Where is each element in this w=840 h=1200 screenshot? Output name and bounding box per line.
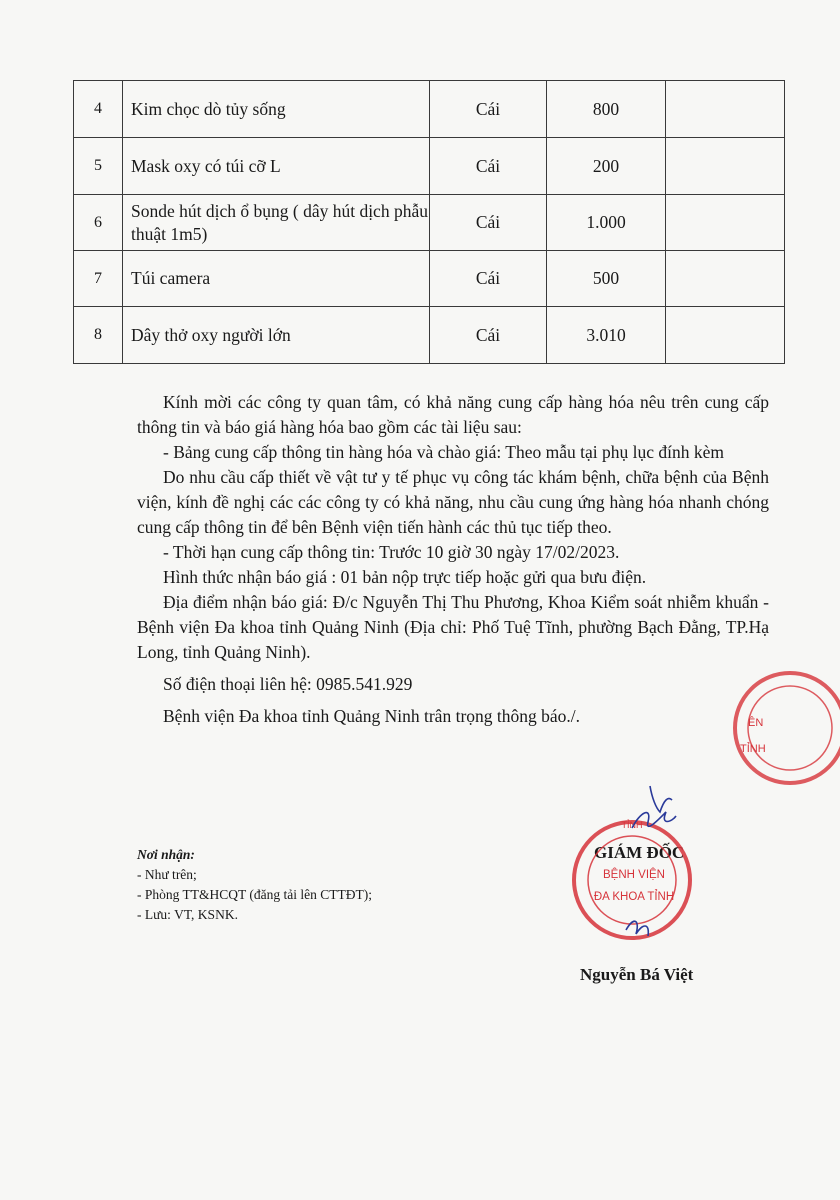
recipients-block xyxy=(137,845,372,925)
item-unit: Cái xyxy=(430,195,547,251)
table-row xyxy=(74,138,785,195)
item-unit: Cái xyxy=(430,307,547,364)
empty-cell xyxy=(666,138,785,195)
hospital-seal xyxy=(574,819,690,938)
paragraph-urgency: Do nhu cầu cấp thiết về vật tư y tế phục vụ công tác khám bệnh, chữa bệnh của Bệnh viện, kính đề nghị các các công ty có khả năng, nhu cầu cung ứng hàng hóa nhanh chóng cung cấp thông tin để bên Bệnh viện tiến hành các thủ tục tiếp theo. xyxy=(137,467,769,537)
paragraph-phone: Số điện thoại liên hệ: 0985.541.929 xyxy=(163,674,413,694)
recipients-title: Nơi nhận: xyxy=(137,847,195,862)
item-unit: Cái xyxy=(430,81,547,138)
item-name: Túi camera xyxy=(123,251,430,307)
item-unit: Cái xyxy=(430,251,547,307)
item-name: Mask oxy có túi cỡ L xyxy=(123,138,430,195)
item-quantity: 3.010 xyxy=(547,307,666,364)
paragraph-submission-address: Địa điểm nhận báo giá: Đ/c Nguyễn Thị Thu Phương, Khoa Kiểm soát nhiễm khuẩn - Bệnh viện Đa khoa tỉnh Quảng Ninh (Địa chỉ: Phố Tuệ Tĩnh, phường Bạch Đằng, TP.Hạ Long, tỉnh Quảng Ninh). xyxy=(137,592,769,662)
row-number: 4 xyxy=(74,81,123,138)
item-name: Dây thở oxy người lớn xyxy=(123,307,430,364)
item-quantity: 500 xyxy=(547,251,666,307)
seal-top-text: TỈNH xyxy=(621,820,643,830)
partial-seal-text: ÊN xyxy=(748,717,764,729)
row-number: 6 xyxy=(74,195,123,251)
paragraph-documents: - Bảng cung cấp thông tin hàng hóa và chào giá: Theo mẫu tại phụ lục đính kèm xyxy=(163,442,724,462)
item-quantity: 800 xyxy=(547,81,666,138)
paragraph-closing: Bệnh viện Đa khoa tỉnh Quảng Ninh trân trọng thông báo./. xyxy=(163,706,581,726)
table-row xyxy=(74,81,785,138)
empty-cell xyxy=(666,251,785,307)
row-number: 8 xyxy=(74,307,123,364)
item-name: Sonde hút dịch ổ bụng ( dây hút dịch phẫu thuật 1m5) xyxy=(123,195,430,251)
item-quantity: 200 xyxy=(547,138,666,195)
item-quantity: 1.000 xyxy=(547,195,666,251)
recipient-item: - Lưu: VT, KSNK. xyxy=(137,907,238,922)
empty-cell xyxy=(666,307,785,364)
row-number: 5 xyxy=(74,138,123,195)
seal-line-2: ĐA KHOA TỈNH xyxy=(593,891,675,903)
table-row xyxy=(74,307,785,364)
item-name: Kim chọc dò tủy sống xyxy=(123,81,430,138)
supplies-table xyxy=(73,80,785,364)
empty-cell xyxy=(666,81,785,138)
recipient-item: - Như trên; xyxy=(137,867,197,882)
item-unit: Cái xyxy=(430,138,547,195)
partial-seal-text: TỈNH xyxy=(740,743,766,755)
signer-name: Nguyễn Bá Việt xyxy=(580,965,694,984)
table-row xyxy=(74,251,785,307)
notice-body xyxy=(137,390,769,729)
empty-cell xyxy=(666,195,785,251)
recipient-item: - Phòng TT&HCQT (đăng tải lên CTTĐT); xyxy=(137,887,372,902)
table-row xyxy=(74,195,785,251)
paragraph-invitation: Kính mời các công ty quan tâm, có khả năng cung cấp hàng hóa nêu trên cung cấp thông tin và báo giá hàng hóa bao gồm các tài liệu sau: xyxy=(137,392,769,437)
paragraph-deadline: - Thời hạn cung cấp thông tin: Trước 10 giờ 30 ngày 17/02/2023. xyxy=(163,542,620,562)
paragraph-submission-form: Hình thức nhận báo giá : 01 bản nộp trực tiếp hoặc gửi qua bưu điện. xyxy=(163,567,647,587)
row-number: 7 xyxy=(74,251,123,307)
signature-title: GIÁM ĐỐC xyxy=(594,843,685,862)
seal-line-1: BỆNH VIỆN xyxy=(603,869,665,881)
